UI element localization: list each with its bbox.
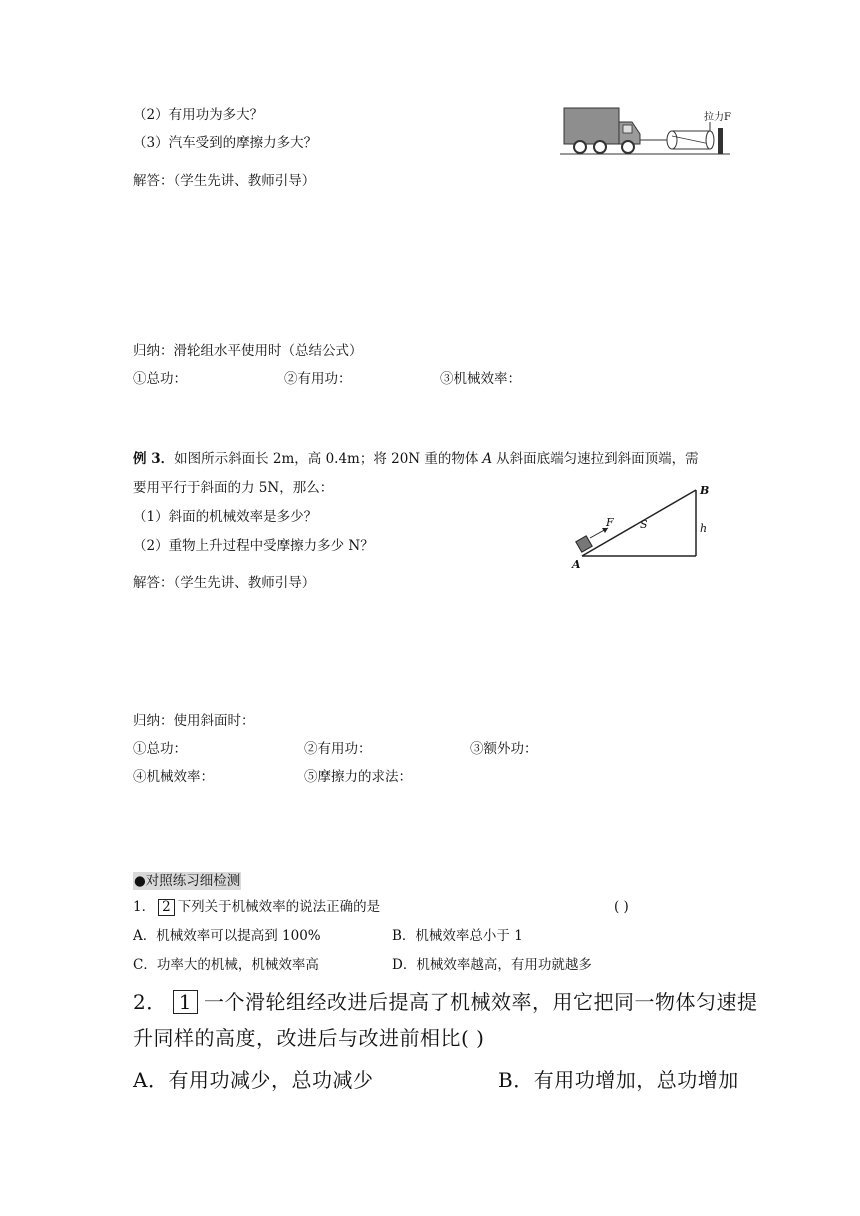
- example3-label: 例 3．: [133, 451, 175, 467]
- practice-q1-answer-paren: ( ): [614, 899, 629, 915]
- example3-line-1: 例 3．如图所示斜面长 2m，高 0.4m；将 20N 重的物体 A 从斜面底端匀速拉到斜面顶端，需: [133, 451, 699, 467]
- practice-q1-option-b: B．机械效率总小于 1: [392, 928, 523, 944]
- practice-q2-box: 1: [173, 990, 198, 1014]
- truck-pulley-figure: [560, 100, 740, 162]
- summary2-friction: ⑤摩擦力的求法：: [304, 769, 412, 785]
- practice-q1-box: 2: [158, 899, 175, 916]
- summary1-efficiency: ③机械效率：: [440, 371, 521, 387]
- practice-header: ●对照练习细检测: [134, 873, 241, 889]
- example3-question-2: （2）重物上升过程中受摩擦力多少 N？: [133, 538, 374, 554]
- summary1-title: 归纳：滑轮组水平使用时（总结公式）: [133, 343, 363, 359]
- summary2-total-work: ①总功：: [133, 741, 187, 757]
- example3-line-2: 要用平行于斜面的力 5N，那么：: [133, 480, 334, 496]
- practice-q1-option-d: D．机械效率越高，有用功就越多: [392, 957, 592, 973]
- summary1-useful-work: ②有用功：: [284, 371, 352, 387]
- practice-q2-option-b: B．有用功增加，总功增加: [498, 1068, 739, 1092]
- incline-label-B: B: [700, 484, 710, 497]
- practice-q2-option-a: A．有用功减少，总功减少: [133, 1068, 374, 1092]
- practice-q2-stem-line-1: 2． 1 一个滑轮组经改进后提高了机械效率，用它把同一物体匀速提: [133, 990, 758, 1014]
- practice-q1-option-a: A．机械效率可以提高到 100%: [133, 928, 321, 944]
- incline-label-h: h: [700, 522, 708, 535]
- practice-q1-stem: 1． 2 下列关于机械效率的说法正确的是: [133, 899, 381, 915]
- incline-figure: [570, 482, 720, 572]
- example3-question-1: （1）斜面的机械效率是多少？: [133, 509, 318, 525]
- example2-answer-label: 解答：（学生先讲、教师引导）: [133, 173, 316, 189]
- practice-q1-option-c: C．功率大的机械，机械效率高: [133, 957, 319, 973]
- incline-label-S: S: [640, 518, 648, 531]
- incline-label-F: F: [606, 516, 614, 529]
- practice-q2-stem-line-2: 升同样的高度，改进后与改进前相比( ): [133, 1026, 485, 1050]
- incline-label-A: A: [572, 558, 581, 571]
- summary2-efficiency: ④机械效率：: [133, 769, 214, 785]
- example3-answer-label: 解答：（学生先讲、教师引导）: [133, 575, 316, 591]
- truck-figure-force-label: 拉力F: [704, 112, 731, 123]
- example2-question-2: （2）有用功为多大？: [133, 107, 264, 123]
- summary2-extra-work: ③额外功：: [470, 741, 538, 757]
- summary2-title: 归纳：使用斜面时：: [133, 713, 255, 729]
- summary1-total-work: ①总功：: [133, 371, 187, 387]
- example2-question-3: （3）汽车受到的摩擦力多大？: [133, 135, 318, 151]
- summary2-useful-work: ②有用功：: [304, 741, 372, 757]
